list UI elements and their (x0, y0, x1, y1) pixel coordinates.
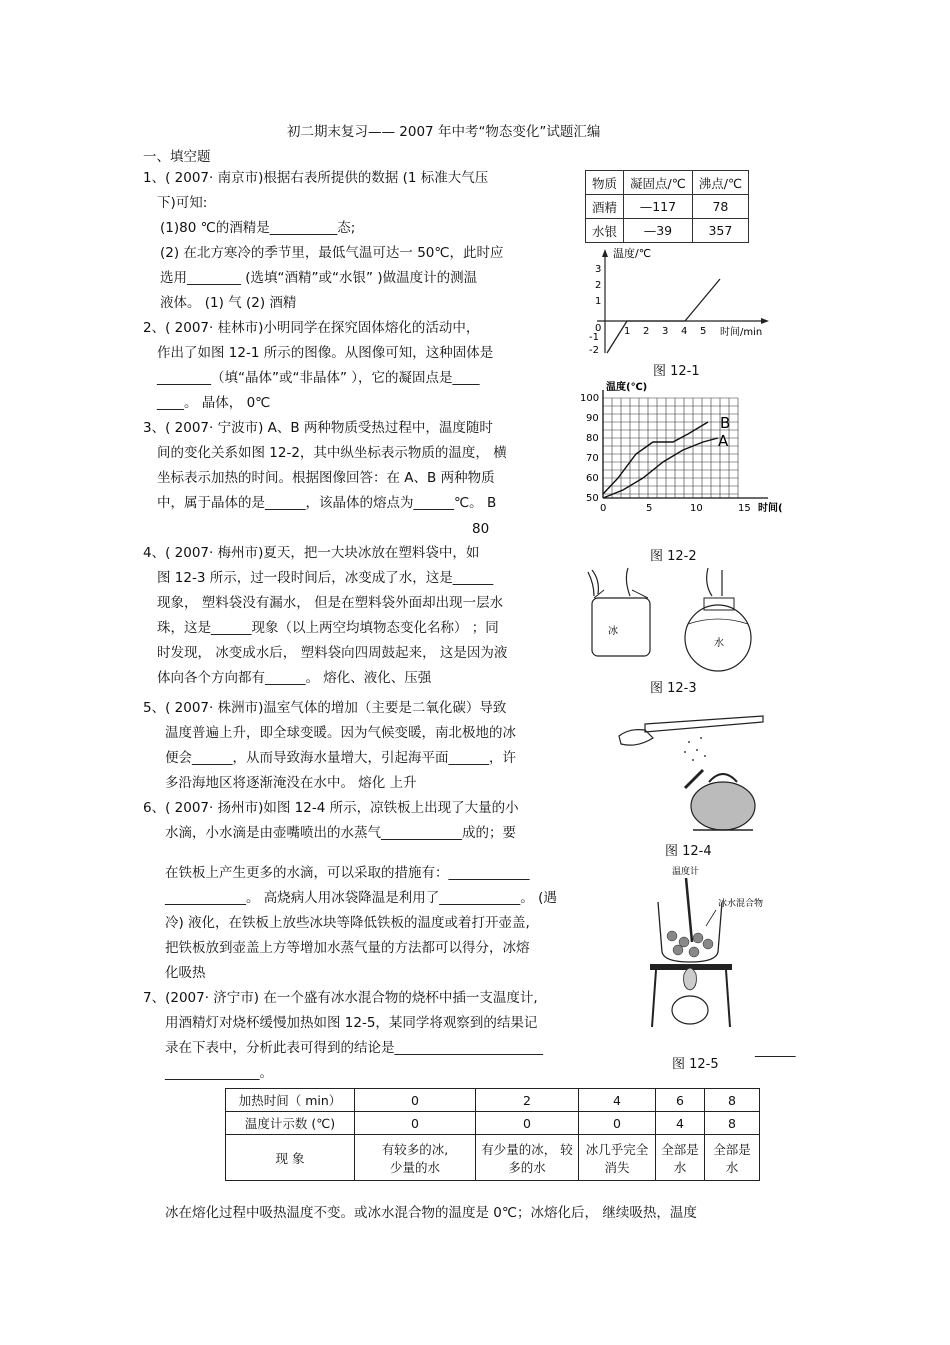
y-tick-label: 100 (580, 393, 600, 404)
q3-line: 80 (472, 521, 490, 537)
x-arrow (761, 318, 769, 324)
thermometer-label: 温度计 (672, 867, 700, 877)
figure-12-4-illustration (615, 708, 765, 838)
pointer-line (706, 910, 716, 926)
table-cell: 0 (579, 1112, 656, 1135)
cell-line: 水 (673, 1159, 687, 1175)
q3-line: 中，属于晶体的是______，该晶体的熔点为______℃。 B (157, 495, 497, 511)
q7-line: ______________。 (165, 1065, 273, 1081)
y-tick-label: -2 (589, 345, 599, 356)
series-a-label: A (718, 432, 729, 450)
table-row (226, 1135, 760, 1181)
water-label: 水 (714, 638, 724, 649)
iron-plate (645, 716, 763, 732)
row-label: 现 象 (226, 1135, 355, 1181)
y-tick-label: 80 (586, 433, 599, 444)
y-tick-label: 1 (595, 296, 602, 307)
table-cell (579, 1135, 656, 1181)
table-cell (656, 1135, 705, 1181)
table-row (226, 1089, 760, 1112)
hand-left (588, 570, 598, 596)
table-cell: 8 (705, 1112, 760, 1135)
q6-line: ____________。 高烧病人用冰袋降温是利用了____________。 (遇 (165, 890, 557, 906)
cell-line: 有少量的冰， 较 (481, 1141, 573, 1157)
thermometer (686, 878, 692, 942)
q4-line: 4、( 2007· 梅州市)夏天，把一大块冰放在塑料袋中，如 (143, 545, 480, 561)
y-tick-label: 0 (595, 323, 602, 334)
table-cell: 357 (692, 219, 748, 243)
cell-line: 水 (725, 1159, 739, 1175)
ice-label: 冰 (608, 626, 618, 637)
y-arrow (602, 249, 608, 257)
y-tick-label: 2 (595, 280, 602, 291)
table-cell: 2 (476, 1089, 579, 1112)
table-cell (476, 1135, 579, 1181)
x-tick-label: 5 (646, 503, 653, 514)
q4-line: 现象， 塑料袋没有漏水， 但是在塑料袋外面却出现一层水 (157, 595, 504, 611)
q1-line: (2) 在北方寒冷的季节里，最低气温可达一 50℃，此时应 (160, 245, 504, 261)
table-cell: 物质 (586, 171, 624, 195)
q2-line: 作出了如图 12-1 所示的图像。从图像可知，这种固体是 (157, 345, 494, 361)
y-tick-label: 50 (586, 493, 599, 504)
x-tick-label: 2 (643, 326, 650, 337)
q7-line: 7、(2007· 济宁市) 在一个盛有冰水混合物的烧杯中插一支温度计, (143, 990, 538, 1006)
figure-caption: 图 12-3 (650, 681, 697, 696)
figure-12-1-graph (575, 245, 775, 360)
page-title: 初二期末复习—— 2007 年中考“物态变化”试题汇编 (287, 124, 601, 140)
figure-12-2-graph (578, 380, 793, 520)
x-axis-label: 时间( (758, 503, 783, 514)
x-tick-label: 3 (662, 326, 669, 337)
series-b-label: B (720, 414, 731, 432)
x-tick-label: 4 (681, 326, 688, 337)
figure-12-3-illustration (580, 562, 755, 672)
x-tick-label: 1 (624, 326, 631, 337)
table-cell: 4 (656, 1112, 705, 1135)
kettle-handle (709, 774, 737, 782)
x-axis-label: 时间/min (720, 327, 763, 338)
table-cell: 0 (355, 1089, 476, 1112)
q3-line: 3、( 2007· 宁波市) A、B 两种物质受热过程中，温度随时 (143, 420, 493, 436)
table-cell: 凝固点/℃ (624, 171, 693, 195)
mixture-label: 冰水混合物 (718, 899, 764, 909)
y-axis-label: 温度/℃ (613, 247, 652, 260)
table-cell: 酒精 (586, 195, 624, 219)
hand-water (707, 568, 722, 596)
x-tick-label: 0 (600, 503, 607, 514)
ice-pieces (667, 931, 713, 957)
x-tick-label: 10 (690, 503, 703, 514)
q4-line: 珠，这是______现象（以上两空均填物态变化名称） ；同 (157, 620, 499, 636)
ice-bag (592, 598, 650, 656)
cell-line: 有较多的冰, (381, 1141, 449, 1157)
table-cell: 8 (705, 1089, 760, 1112)
q7-line: ______ (755, 1042, 796, 1058)
y-tick-label: 60 (586, 473, 599, 484)
stand-leg (726, 970, 730, 1027)
q2-line: ____。 晶体， 0℃ (157, 395, 271, 411)
table-cell: —39 (624, 219, 693, 243)
q6-line: 水滴，小水滴是由壶嘴喷出的水蒸气____________成的；要 (165, 825, 516, 841)
properties-table (585, 170, 749, 243)
figure-caption: 图 12-5 (672, 1057, 719, 1072)
cell-line: 消失 (604, 1159, 630, 1175)
table-cell: 4 (579, 1089, 656, 1112)
table-cell (355, 1135, 476, 1181)
table-cell: —117 (624, 195, 693, 219)
q5-line: 便会______，从而导致海水量增大，引起海平面______，许 (165, 750, 516, 766)
q6-line: 冷) 液化，在铁板上放些冰块等降低铁板的温度或着打开壶盖, (165, 915, 530, 931)
table-cell (705, 1135, 760, 1181)
q5-line: 温度普遍上升，即全球变暖。因为气候变暖，南北极地的冰 (165, 725, 516, 741)
q1-line: 下)可知: (157, 195, 208, 211)
cell-line: 多的水 (508, 1159, 546, 1175)
hand-right (626, 568, 630, 596)
table-cell: 水银 (586, 219, 624, 243)
q3-line: 坐标表示加热的时间。根据图像回答：在 A、B 两种物质 (157, 470, 495, 486)
q7-answer: 冰在熔化过程中吸热温度不变。或冰水混合物的温度是 0℃；冰熔化后， 继续吸热，温度 (165, 1205, 697, 1221)
q3-line: 间的变化关系如图 12-2，其中纵坐标表示物质的温度， 横 (157, 445, 507, 461)
y-tick-label: -1 (589, 332, 599, 343)
y-tick-label: 70 (586, 453, 599, 464)
cell-line: 少量的水 (389, 1159, 440, 1175)
cell-line: 全部是 (713, 1141, 751, 1157)
y-tick-label: 90 (586, 413, 599, 424)
cell-line: 全部是 (661, 1141, 699, 1157)
table-cell: 沸点/℃ (692, 171, 748, 195)
table-row (586, 195, 749, 219)
table-row (586, 219, 749, 243)
table-cell: 0 (355, 1112, 476, 1135)
q5-line: 5、( 2007· 株洲市)温室气体的增加（主要是二氧化碳）导致 (143, 700, 507, 716)
figure-caption: 图 12-2 (650, 549, 697, 564)
table-cell: 78 (692, 195, 748, 219)
bag-top (704, 598, 734, 610)
table-cell: 0 (476, 1112, 579, 1135)
curve-b (603, 422, 708, 494)
row-label: 温度计示数 (℃) (226, 1112, 355, 1135)
figure-12-5-illustration (640, 862, 810, 1040)
alcohol-lamp (672, 996, 708, 1024)
observation-table (225, 1088, 760, 1181)
q5-line: 多沿海地区将逐渐淹没在水中。 熔化 上升 (165, 775, 417, 791)
stand-leg (652, 970, 656, 1027)
q1-line: 选用________ (选填“酒精”或“水银” )做温度计的测温 (160, 270, 478, 286)
q7-line: 录在下表中，分析此表可得到的结论是______________________ (165, 1040, 543, 1056)
section-heading: 一、填空题 (143, 149, 211, 165)
x-tick-label: 15 (738, 503, 751, 514)
kettle-body (691, 782, 755, 830)
q1-line: 1、( 2007· 南京市)根据右表所提供的数据 (1 标准大气压 (143, 170, 489, 186)
q6-line: 化吸热 (165, 965, 206, 981)
q6-line: 6、( 2007· 扬州市)如图 12-4 所示，凉铁板上出现了大量的小 (143, 800, 519, 816)
y-axis-label: 温度(℃) (606, 382, 648, 393)
q1-line: 液体。 (1) 气 (2) 酒精 (160, 295, 297, 311)
spout (685, 770, 703, 788)
q2-line: 2、( 2007· 桂林市)小明同学在探究固体熔化的活动中， (143, 320, 480, 336)
cell-line: 冰几乎完全 (585, 1141, 649, 1157)
q2-line: ________（填“晶体”或“非晶体” ），它的凝固点是____ (157, 370, 480, 386)
figure-caption: 图 12-1 (653, 364, 700, 379)
figure-caption: 图 12-4 (665, 844, 712, 859)
q4-line: 体向各个方向都有______。 熔化、液化、压强 (157, 670, 432, 686)
q4-line: 图 12-3 所示，过一段时间后，冰变成了水，这是______ (157, 570, 494, 586)
curve-a (603, 438, 718, 498)
table-cell: 6 (656, 1089, 705, 1112)
temperature-curve (607, 279, 720, 353)
table-row (226, 1112, 760, 1135)
flame (684, 968, 697, 990)
q7-line: 用酒精灯对烧杯缓慢加热如图 12-5，某同学将观察到的结果记 (165, 1015, 538, 1031)
q1-line: (1)80 ℃的酒精是__________态; (160, 220, 356, 236)
y-tick-label: 3 (595, 264, 602, 275)
droplets (684, 737, 706, 761)
row-label: 加热时间（ min） (226, 1089, 355, 1112)
q6-line: 把铁板放到壶盖上方等增加水蒸气量的方法都可以得分，冰熔 (165, 940, 530, 956)
q4-line: 时发现， 冰变成水后， 塑料袋向四周鼓起来， 这是因为液 (157, 645, 508, 661)
x-tick-label: 5 (700, 326, 707, 337)
water-surface (688, 619, 748, 624)
bag-neck (594, 590, 648, 598)
q6-line: 在铁板上产生更多的水滴，可以采取的措施有：____________ (165, 865, 530, 881)
table-row (586, 171, 749, 195)
